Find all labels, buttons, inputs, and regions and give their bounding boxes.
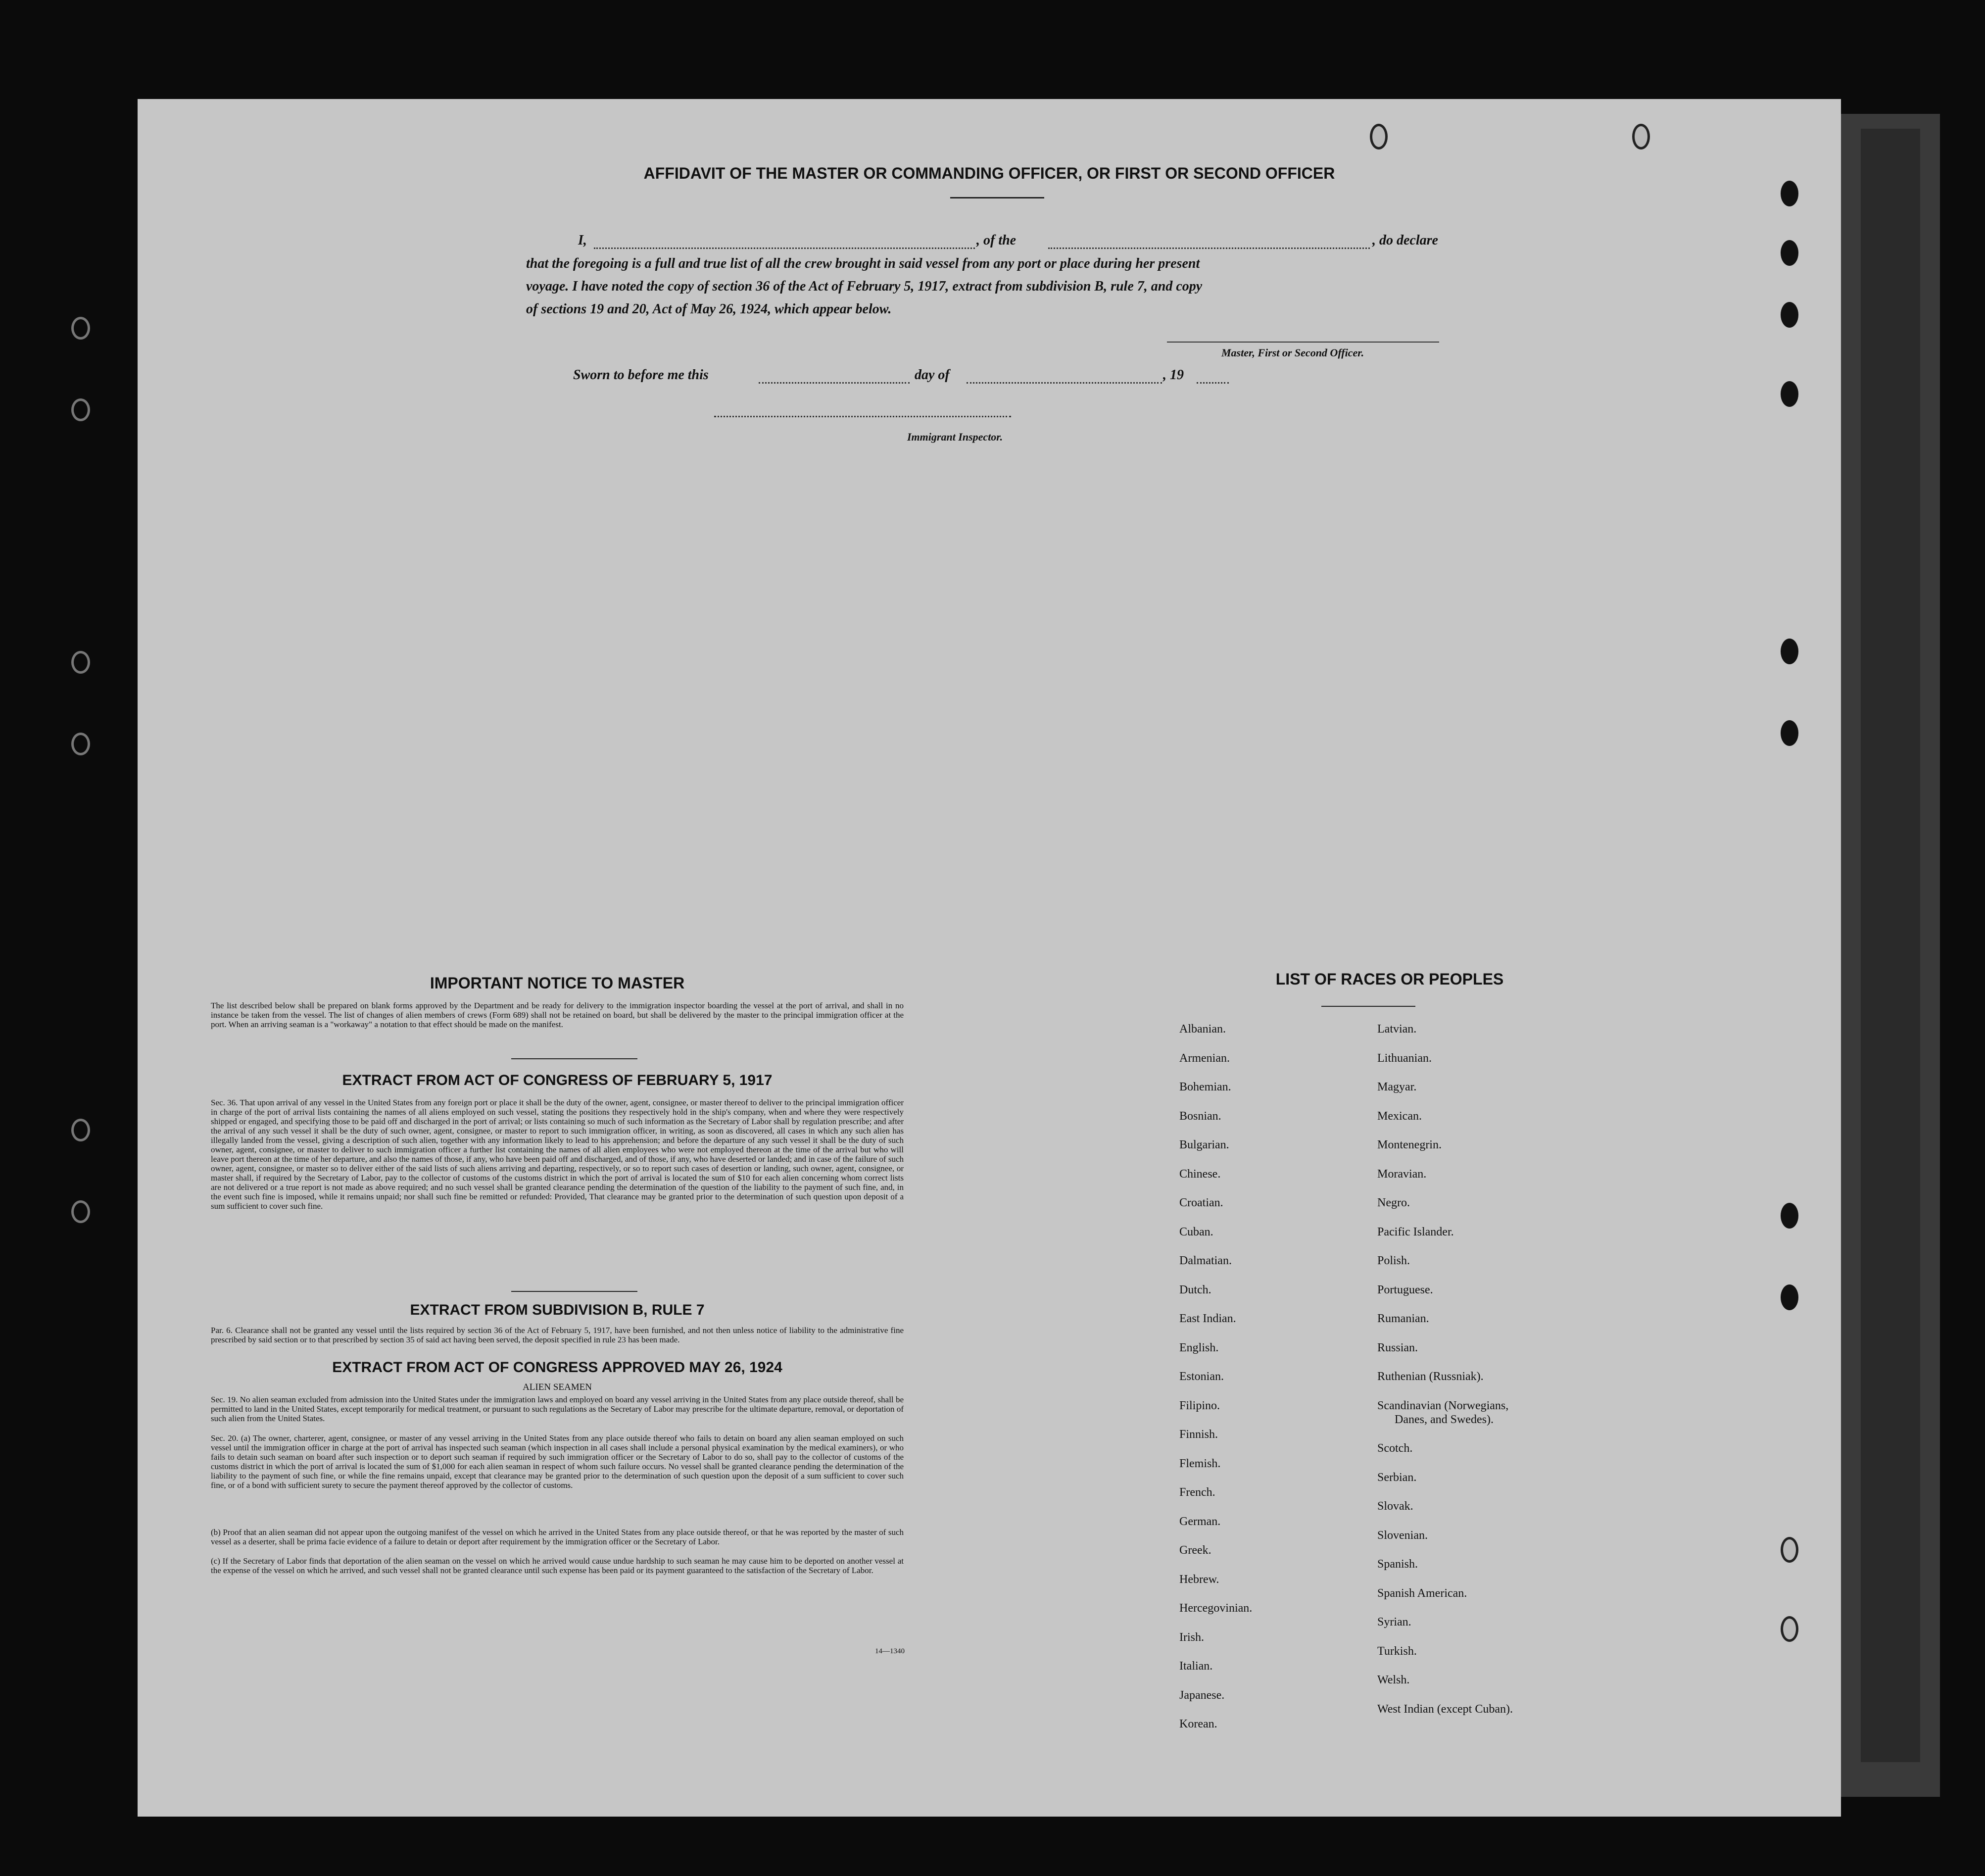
declarant-prefix: I, <box>578 233 587 248</box>
race-item: Dutch. <box>1179 1283 1211 1296</box>
race-item: Slovak. <box>1377 1500 1413 1513</box>
punch-hole-icon <box>1781 1537 1798 1563</box>
binder-hole-icon <box>71 1119 90 1141</box>
punch-hole-icon <box>1781 1616 1798 1642</box>
punch-hole-icon <box>1781 181 1798 206</box>
race-item: Pacific Islander. <box>1377 1225 1454 1238</box>
race-item: Hercegovinian. <box>1179 1602 1253 1615</box>
race-item: Mexican. <box>1377 1109 1422 1123</box>
declare-label: , do declare <box>1372 233 1438 248</box>
race-item: Ruthenian (Russniak). <box>1377 1370 1484 1383</box>
binder-hole-icon <box>71 733 90 755</box>
race-item: Polish. <box>1377 1254 1410 1267</box>
binder-hole-icon <box>71 398 90 421</box>
extract-1924-title: EXTRACT FROM ACT OF CONGRESS APPROVED MAY 26, 1924 <box>332 1359 782 1376</box>
race-item: Cuban. <box>1179 1225 1213 1238</box>
race-item: Montenegrin. <box>1377 1138 1442 1151</box>
race-item: Scotch. <box>1377 1442 1413 1455</box>
race-item: Welsh. <box>1377 1674 1410 1686</box>
race-item: Portuguese. <box>1377 1283 1433 1296</box>
race-item: Syrian. <box>1377 1616 1411 1629</box>
sworn-prefix: Sworn to before me this <box>573 367 709 383</box>
notice-text: The list described below shall be prepared on blank forms approved by the Department and be ready for delivery to the immigration inspector boarding the vessel at the port of arrival, and shall in no instance be taken from the vessel. The list of changes of alien members of crews (Form 689) shall not be retained on board, but shall be delivered by the master to the principal immigration officer at the port. When an arriving seaman is a "workaway" a notation to that effect should be made on the manifest. <box>211 1001 904 1029</box>
day-of-label: day of <box>915 367 950 383</box>
punch-hole-icon <box>1632 124 1650 149</box>
year-label: , 19 <box>1163 367 1184 383</box>
punch-hole-icon <box>1781 381 1798 407</box>
race-item: Spanish. <box>1377 1558 1418 1571</box>
punch-hole-icon <box>1781 240 1798 266</box>
punch-hole-icon <box>1370 124 1388 149</box>
race-item: Latvian. <box>1377 1023 1417 1036</box>
rule7-text: Par. 6. Clearance shall not be granted any vessel until the lists required by section 36 of the Act of February 5, 1917, have been furnished, and not then unless notice of liability to the administrative fine prescribed by said section or to that prescribed by section 35 of said act having been served, the deposit specified in rule 23 has been made. <box>211 1326 904 1344</box>
inspector-caption: Immigrant Inspector. <box>907 431 1003 443</box>
race-item: Serbian. <box>1377 1471 1417 1484</box>
sec19-text: Sec. 19. No alien seaman excluded from admission into the United States under the immigration laws and employed on board any vessel arriving in the United States from any place outside thereof, shall be permitted to land in the United States, except temporarily for medical treatment, or pursuant to such regulations as the Secretary of Labor may prescribe for the ultimate departure, removal, or deportation of such alien from the United States. <box>211 1395 904 1423</box>
punch-hole-icon <box>1781 1284 1798 1310</box>
race-item: Estonian. <box>1179 1370 1224 1383</box>
punch-hole-icon <box>1781 639 1798 664</box>
race-item: Magyar. <box>1377 1081 1417 1093</box>
race-item: Negro. <box>1377 1196 1410 1209</box>
race-item: Hebrew. <box>1179 1573 1219 1586</box>
races-divider <box>1321 1006 1415 1007</box>
rule7-title: EXTRACT FROM SUBDIVISION B, RULE 7 <box>410 1302 705 1318</box>
notice-title: IMPORTANT NOTICE TO MASTER <box>430 974 685 992</box>
notice-divider <box>511 1058 637 1059</box>
punch-hole-icon <box>1781 302 1798 328</box>
sec20b-text: (b) Proof that an alien seaman did not appear upon the outgoing manifest of the vessel on which he arrived in the United States from any place outside thereof, or that he was reported by the master of such vessel as a deserter, shall be prima facie evidence of a failure to detain or deport after requirement by the immigration officer or the Secretary of Labor. <box>211 1528 904 1546</box>
race-item: East Indian. <box>1179 1312 1236 1325</box>
declaration-line-1 <box>578 233 1617 252</box>
binder-hole-icon <box>71 1200 90 1223</box>
of-the-label: , of the <box>976 233 1017 248</box>
affidavit-title: AFFIDAVIT OF THE MASTER OR COMMANDING OFFICER, OR FIRST OR SECOND OFFICER <box>643 164 1335 182</box>
declaration-line-4: of sections 19 and 20, Act of May 26, 1924, which appear below. <box>526 301 892 317</box>
race-item: Bosnian. <box>1179 1109 1221 1123</box>
title-divider <box>950 197 1044 198</box>
sworn-line <box>573 367 1315 387</box>
inspector-signature-line[interactable] <box>714 416 1011 417</box>
sec20c-text: (c) If the Secretary of Labor finds that deportation of the alien seaman on the vessel on which he arrived would cause undue hardship to such seaman he may cause him to be deported on another vessel at the expense of the vessel on which he arrived, and such vessel shall not be granted clearance until such expense has been paid or its payment guaranteed to the satisfaction of the Secretary of Labor. <box>211 1556 904 1575</box>
race-item: Italian. <box>1179 1660 1213 1673</box>
declaration-line-3: voyage. I have noted the copy of section 36 of the Act of February 5, 1917, extract from subdivision B, rule 7, and copy <box>526 279 1203 294</box>
race-item: Filipino. <box>1179 1399 1220 1412</box>
race-item: Turkish. <box>1377 1644 1417 1658</box>
race-item: Croatian. <box>1179 1196 1223 1209</box>
race-item: Lithuanian. <box>1377 1051 1432 1065</box>
race-item: Russian. <box>1377 1341 1418 1354</box>
race-item: Chinese. <box>1179 1167 1221 1181</box>
race-item: Finnish. <box>1179 1428 1218 1441</box>
race-item: Rumanian. <box>1377 1312 1429 1325</box>
race-item: English. <box>1179 1341 1219 1354</box>
sworn-day-field[interactable] <box>759 382 910 384</box>
form-number: 14—1340 <box>875 1647 905 1655</box>
signature-caption: Master, First or Second Officer. <box>1221 346 1364 359</box>
race-item: Armenian. <box>1179 1051 1230 1065</box>
race-item: Moravian. <box>1377 1167 1427 1181</box>
race-item: Bohemian. <box>1179 1081 1231 1093</box>
race-item: Dalmatian. <box>1179 1254 1232 1267</box>
sworn-year-field[interactable] <box>1197 382 1229 384</box>
race-item: Slovenian. <box>1377 1529 1428 1542</box>
race-item: Danes, and Swedes). <box>1395 1413 1494 1426</box>
master-signature-line[interactable] <box>1167 342 1439 343</box>
sec20a-text: Sec. 20. (a) The owner, charterer, agent, consignee, or master of any vessel arriving in the United States from any place outside thereof who fails to detain on board any alien seaman employed on such vessel until the immigration officer in charge at the port of arrival has inspected such seaman (which inspection in all cases shall include a personal physical examination by the medical examiners), or who fails to detain such seaman on board after such inspection or to deport such seaman if required by such immigration officer or the Secretary of Labor to do so, shall pay to the collector of customs of the customs district in which the port of arrival is located the sum of $1,000 for each alien seaman in respect of whom such failure occurs. No vessel shall be granted clearance pending the determination of the liability to the payment of such fine, or while the fine remains unpaid, except that clearance may be granted prior to the determination of such question upon the deposit of a sum sufficient to cover such fine, or of a bond with sufficient surety to secure the payment thereof approved by the collector of customs. <box>211 1433 904 1490</box>
declarant-name-field[interactable] <box>594 247 975 249</box>
declaration-line-2: that the foregoing is a full and true list of all the crew brought in said vessel from any port or place during her present <box>526 256 1200 271</box>
race-item: Albanian. <box>1179 1023 1226 1036</box>
back-sheet-shadow <box>1861 129 1920 1762</box>
binder-hole-icon <box>71 317 90 340</box>
races-title: LIST OF RACES OR PEOPLES <box>1275 970 1504 988</box>
race-item: German. <box>1179 1515 1221 1528</box>
race-item: Korean. <box>1179 1718 1217 1730</box>
extract-1917-title: EXTRACT FROM ACT OF CONGRESS OF FEBRUARY 5, 1917 <box>342 1072 773 1088</box>
race-item: Bulgarian. <box>1179 1138 1229 1151</box>
race-item: Japanese. <box>1179 1688 1225 1702</box>
punch-hole-icon <box>1781 720 1798 746</box>
race-item: Greek. <box>1179 1544 1211 1557</box>
alien-seamen-subtitle: ALIEN SEAMEN <box>523 1382 592 1392</box>
extract-1917-text: Sec. 36. That upon arrival of any vessel in the United States from any foreign port or place it shall be the duty of the owner, agent, consignee, or master thereof to deliver to the principal immigration officer in charge of the port of arrival lists containing the names of all aliens employed on such vessel, stating the positions they respectively hold in the ship's company, when and where they were respectively shipped or engaged, and specifying those to be paid off and discharged in the port of arrival; or lists containing so much of such information as the Secretary of Labor shall by regulation prescribe; and after the arrival of any such vessel it shall be the duty of such owner, agent, consignee, or master to report to such immigration officer, in writing, as soon as discovered, all cases in which any such alien has illegally landed from the vessel, giving a description of such alien, together with any information likely to lead to his apprehension; and before the departure of any such vessel it shall be the duty of such owner, agent, consignee, or master to deliver to such immigration officer a further list containing the names of all alien employees who were not employed thereon at the time of the arrival but who will leave port thereon at the time of her departure, and also the names of those, if any, who have been paid off and discharged, and of those, if any, who have deserted or landed; and in case of the failure of such owner, agent, consignee, or master so to deliver either of the said lists of such aliens arriving and departing, respectively, or so to report such cases of desertion or landing, such owner, agent, consignee, or master shall, if required by the Secretary of Labor, pay to the collector of customs of the customs district in which the port of arrival is located the sum of $10 for each alien concerning whom correct lists are not delivered or a true report is not made as above required; and no such vessel shall be granted clearance pending the determination of the question of the liability to the payment of such fine, and, in the event such fine is imposed, while it remains unpaid; nor shall such fine be remitted or refunded: Provided, That clearance may be granted prior to the determination of such question upon deposit of a sum sufficient to cover such fine. <box>211 1098 904 1211</box>
sworn-month-field[interactable] <box>967 382 1162 384</box>
race-item: Irish. <box>1179 1630 1204 1644</box>
race-item: French. <box>1179 1486 1215 1499</box>
race-item: Spanish American. <box>1377 1586 1467 1600</box>
binder-hole-icon <box>71 651 90 674</box>
punch-hole-icon <box>1781 1203 1798 1229</box>
extract-1917-divider <box>511 1291 637 1292</box>
race-item: Flemish. <box>1179 1457 1221 1470</box>
vessel-name-field[interactable] <box>1048 247 1370 249</box>
race-item: West Indian (except Cuban). <box>1377 1702 1513 1716</box>
document-page <box>138 99 1841 1817</box>
race-item: Scandinavian (Norwegians, <box>1377 1399 1509 1412</box>
